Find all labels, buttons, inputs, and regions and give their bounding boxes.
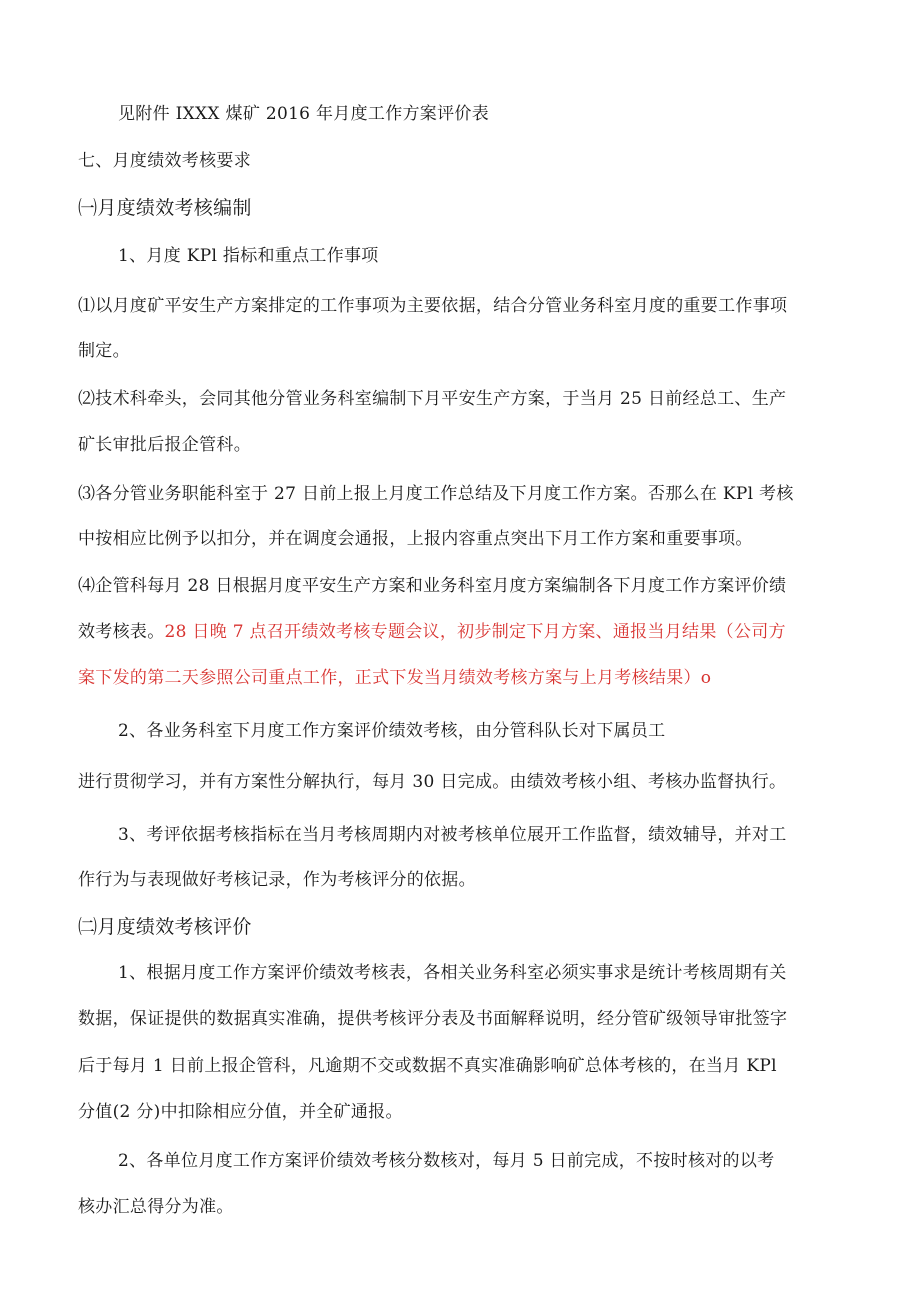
eval-item-1-line-1: 1、根据月度工作方案评价绩效考核表，各相关业务科室必须实事求是统计考核周期有关 — [118, 963, 787, 983]
item-2-line-2: 进行贯彻学习，并有方案性分解执行，每月 30 日完成。由绩效考核小组、考核办监督执行。 — [78, 772, 787, 792]
eval-item-1-line-2: 数据，保证提供的数据真实准确，提供考核评分表及书面解释说明，经分管矿级领导审批签字 — [78, 1009, 788, 1029]
subsection-heading-compile: ㈠月度绩效考核编制 — [78, 197, 252, 219]
paragraph-2-line-1: ⑵技术科牵头，会同其他分管业务科室编制下月平安生产方案，于当月 25 日前经总工、生产 — [78, 389, 787, 409]
eval-item-2-line-1: 2、各单位月度工作方案评价绩效考核分数核对，每月 5 日前完成，不按时核对的以考 — [118, 1151, 775, 1171]
meeting-notice-text: 28 日晚 7 点召开绩效考核专题会议，初步制定下月方案、通报当月结果（公司方 — [164, 622, 786, 642]
paragraph-3-line-1: ⑶各分管业务职能科室于 27 日前上报上月度工作总结及下月度工作方案。否那么在 KPl 考核 — [78, 484, 794, 504]
eval-item-1-line-4: 分值(2 分)中扣除相应分值，并全矿通报。 — [78, 1102, 403, 1122]
paragraph-4-line-1: ⑷企管科每月 28 日根据月度平安生产方案和业务科室月度方案编制各下月度工作方案评价绩 — [78, 576, 787, 596]
item-3-line-2: 作行为与表现做好考核记录，作为考核评分的依据。 — [78, 870, 476, 890]
paragraph-3-line-2: 中按相应比例予以扣分，并在调度会通报，上报内容重点突出下月工作方案和重要事项。 — [78, 529, 753, 549]
paragraph-1-line-1: ⑴以月度矿平安生产方案排定的工作事项为主要依据，结合分管业务科室月度的重要工作事项 — [78, 296, 788, 316]
paragraph-1-line-2: 制定。 — [78, 341, 130, 361]
subsection-heading-evaluation: ㈡月度绩效考核评价 — [78, 916, 252, 938]
item-title-kpi: 1、月度 KPl 指标和重点工作事项 — [118, 246, 379, 266]
paragraph-4-text: 效考核表。 — [78, 622, 165, 642]
paragraph-2-line-2: 矿长审批后报企管科。 — [78, 435, 251, 455]
section-title: 七、月度绩效考核要求 — [78, 151, 251, 171]
attachment-note: 见附件 IXXX 煤矿 2016 年月度工作方案评价表 — [118, 104, 490, 124]
eval-item-2-line-2: 核办汇总得分为准。 — [78, 1197, 234, 1217]
eval-item-1-line-3: 后于每月 1 日前上报企管科，凡逾期不交或数据不真实准确影响矿总体考核的，在当月 KPl — [78, 1056, 777, 1076]
item-3-line-1: 3、考评依据考核指标在当月考核周期内对被考核单位展开工作监督，绩效辅导，并对工 — [118, 825, 787, 845]
item-2-line-1: 2、各业务科室下月度工作方案评价绩效考核，由分管科队长对下属员工 — [118, 721, 666, 741]
meeting-notice-text-continued: 案下发的第二天参照公司重点工作，正式下发当月绩效考核方案与上月考核结果）o — [78, 668, 712, 688]
paragraph-4-line-2 — [78, 621, 786, 643]
